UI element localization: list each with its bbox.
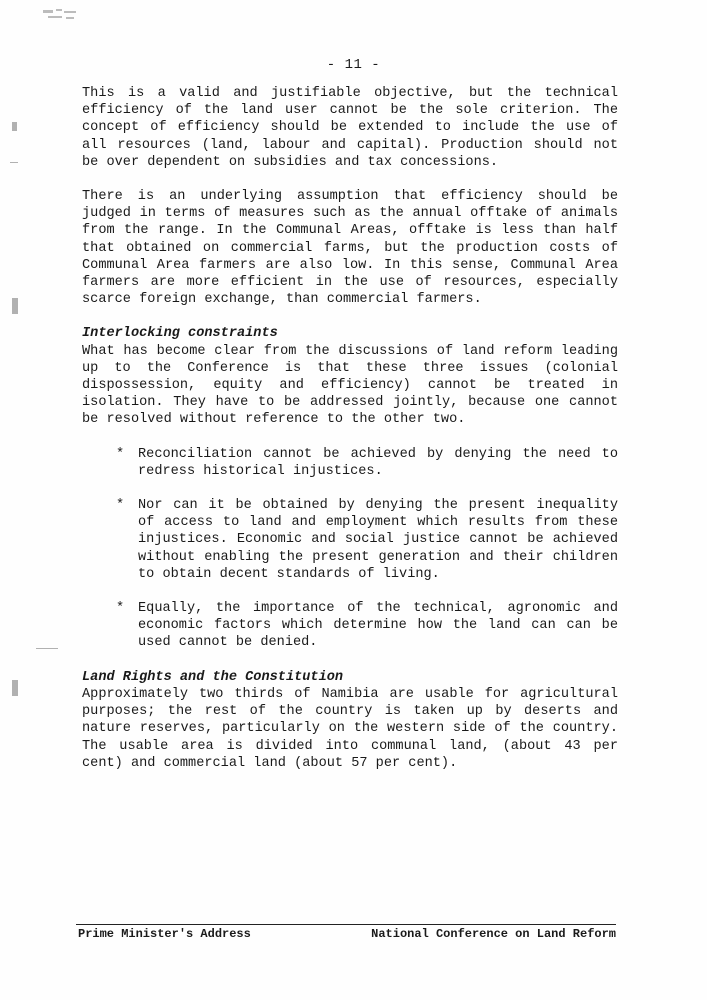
margin-artifact (12, 298, 18, 314)
margin-artifact (10, 162, 18, 163)
margin-artifact (12, 122, 17, 131)
page-number: - 11 - (326, 57, 381, 73)
footer-left-text: Prime Minister's Address (78, 927, 251, 941)
bullet-text: Equally, the importance of the technical, agronomic and economic factors which determine how the land can can be used cannot be denied. (138, 601, 618, 651)
bullet-marker: * (116, 601, 125, 617)
paragraph-interlocking-issues: What has become clear from the discussions of land reform leading up to the Conference is that these three issues (colonial dispossession, equity and efficiency) cannot be treated in isolation. They have to be addressed jointly, because one cannot be resolved without reference to the other two. (82, 343, 618, 428)
margin-artifact (12, 680, 18, 696)
list-item (82, 497, 618, 583)
bullet-text: Nor can it be obtained by denying the present inequality of access to land and employment which results from these injustices. Economic and social justice cannot be achieved without enabling the present generation and their children to obtain decent standards of living. (138, 498, 618, 582)
footer-divider (76, 924, 616, 925)
section-heading-interlocking-constraints: Interlocking constraints (82, 326, 278, 342)
bullet-text: Reconciliation cannot be achieved by denying the need to redress historical injustices. (138, 446, 618, 479)
list-item (82, 600, 618, 652)
margin-artifact (36, 648, 58, 649)
paragraph-land-usage: Approximately two thirds of Namibia are usable for agricultural purposes; the rest of the country is taken up by deserts and nature reserves, particularly on the western side of the country. The usable area is divided into communal land, (about 43 per cent) and commercial land (about 57 per cent). (82, 686, 618, 771)
bullet-marker: * (116, 446, 125, 462)
bullet-marker: * (116, 498, 125, 514)
body-text (82, 85, 618, 789)
paragraph-efficiency-objective: This is a valid and justifiable objective, but the technical efficiency of the land user cannot be the sole criterion. The concept of efficiency should be extended to include the use of all resources (land, labour and capital). Production should not be over dependent on subsidies and tax concessions. (82, 86, 618, 170)
section-heading-land-rights: Land Rights and the Constitution (82, 669, 344, 685)
footer-right-text: National Conference on Land Reform (371, 927, 616, 941)
list-item (82, 446, 618, 480)
paragraph-efficiency-assumption: There is an underlying assumption that efficiency should be judged in terms of measures such as the annual offtake of animals from the range. In the Communal Areas, offtake is less than half that obtained on commercial farms, but the production costs of Communal Area farmers are also low. In this sense, Communal Area farmers are more efficient in the use of resources, especially scarce foreign exchange, than commercial farmers. (82, 189, 618, 308)
bullet-list (82, 446, 618, 652)
corner-stamp-mark (42, 8, 80, 22)
